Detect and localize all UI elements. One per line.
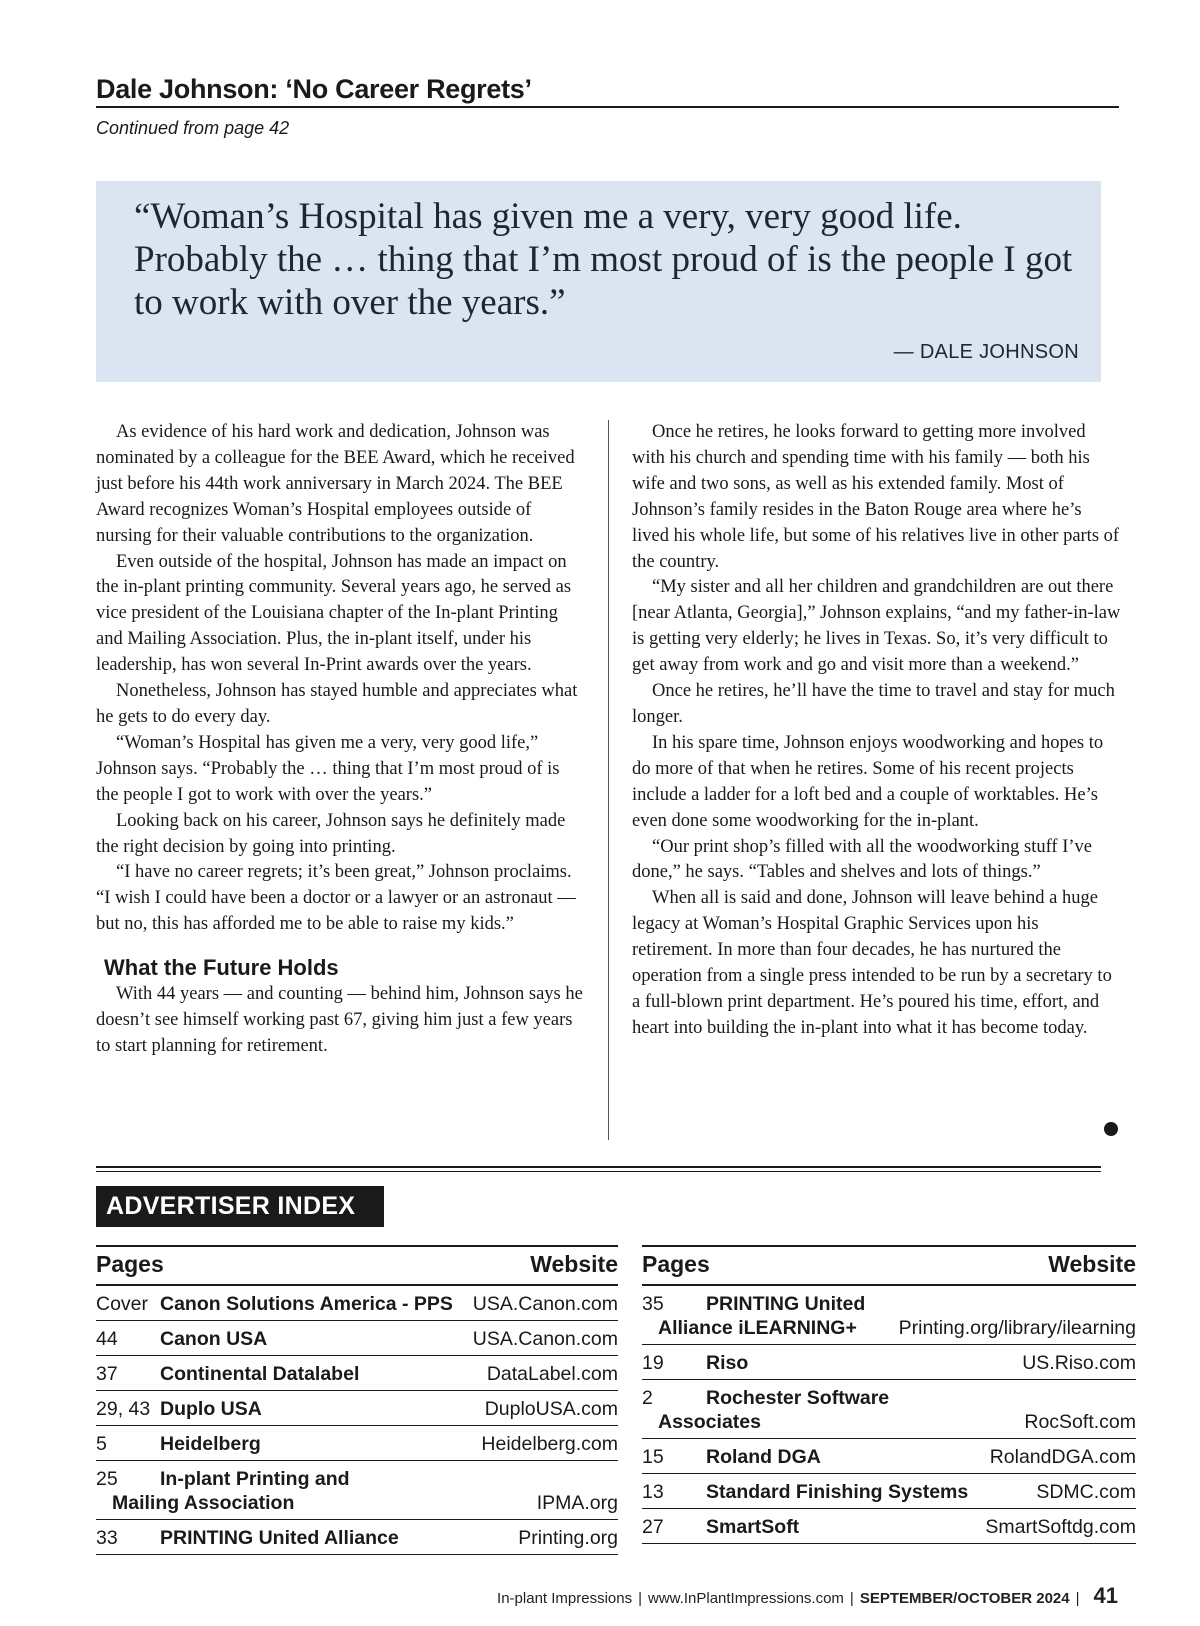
advertiser-website[interactable]: DuploUSA.com: [484, 1398, 618, 1420]
paragraph: “My sister and all her children and grandchildren are out there [near Atlanta, Georgia],” Johnson explains, “and my father-in-law is getting very elderly; he lives in Texas. So, it’s very difficult to get away from work and go and visit more than a weekend.”: [632, 577, 1121, 676]
paragraph: “Our print shop’s filled with all the woodworking stuff I’ve done,” he says. “Tables and shelves and lots of things.”: [632, 836, 1092, 883]
paragraph: As evidence of his hard work and dedication, Johnson was nominated by a colleague for the BEE Award, which he received just before his 44th work anniversary in March 2024. The BEE Award recognizes Woman’s Hospital employees outside of nursing for their valuable contributions to the organization.: [96, 422, 575, 546]
advertiser-name-line-1: Duplo USA: [160, 1398, 262, 1420]
advertiser-row: [96, 1286, 618, 1321]
website-header: Website: [1048, 1251, 1136, 1277]
advertiser-page: 13: [642, 1481, 664, 1503]
article-title: Dale Johnson: ‘No Career Regrets’: [96, 74, 532, 104]
page-number: 41: [1093, 1583, 1118, 1608]
advertiser-name-line-1: Rochester Software: [706, 1387, 890, 1409]
advertiser-name-line-1: PRINTING United Alliance: [160, 1527, 399, 1549]
advertiser-website[interactable]: DataLabel.com: [486, 1363, 618, 1385]
column-divider: [608, 420, 609, 1140]
left-paragraphs: [96, 420, 586, 938]
advertiser-table-header: [96, 1247, 618, 1286]
ad-index-rule-top: [96, 1166, 1101, 1168]
advertiser-website[interactable]: US.Riso.com: [1022, 1352, 1136, 1374]
advertiser-name-line-1: Canon USA: [160, 1328, 268, 1350]
advertiser-name-line-1: Canon Solutions America - PPS: [160, 1293, 453, 1315]
continued-note: Continued from page 42: [96, 118, 290, 138]
advertiser-page: 5: [96, 1433, 107, 1455]
advertiser-name-line-2: Alliance iLEARNING+: [658, 1317, 857, 1339]
footer-separator: |: [1075, 1590, 1080, 1607]
publication-name: In-plant Impressions: [497, 1590, 633, 1607]
advertiser-name: [160, 1328, 267, 1350]
footer-separator: |: [638, 1590, 643, 1607]
advertiser-name-line-1: Continental Datalabel: [160, 1363, 360, 1385]
paragraph: Even outside of the hospital, Johnson has made an impact on the in-plant printing community. Several years ago, he served as vice president of the Louisiana chapter of the In-plant Printing and Mailing Association. Plus, the in-plant itself, under his leadership, has won several In-Print awards over the years.: [96, 551, 572, 676]
advertiser-name: [706, 1481, 968, 1503]
advertiser-name-line-1: In-plant Printing and: [160, 1468, 350, 1490]
advertiser-row: [642, 1509, 1136, 1544]
advertiser-page: 37: [96, 1363, 118, 1385]
advertiser-row: [96, 1321, 618, 1356]
advertiser-page: 44: [96, 1328, 118, 1350]
advertiser-name: [160, 1527, 399, 1549]
advertiser-name: [706, 1446, 821, 1468]
advertiser-website[interactable]: SDMC.com: [1036, 1481, 1136, 1503]
advertiser-page: 27: [642, 1516, 664, 1538]
advertiser-name: [160, 1293, 453, 1315]
ad-index-rule-bottom: [96, 1171, 1101, 1172]
pull-quote-text: “Woman’s Hospital has given me a very, very good life. Probably the … thing that I’m most proud of is the people I got to work with over the years.”: [134, 196, 1073, 323]
advertiser-website[interactable]: RolandDGA.com: [989, 1446, 1136, 1468]
advertiser-page: Cover: [96, 1293, 149, 1315]
advertiser-row: [642, 1439, 1136, 1474]
advertiser-name-line-1: Standard Finishing Systems: [706, 1481, 969, 1503]
end-of-story-dot: [1104, 1122, 1118, 1136]
advertiser-row: [96, 1426, 618, 1461]
paragraph: With 44 years — and counting — behind him, Johnson says he doesn’t see himself working past 67, giving him just a few years to start planning for retirement.: [96, 984, 583, 1056]
advertiser-row: [642, 1286, 1136, 1345]
advertiser-name: [160, 1433, 261, 1455]
advertiser-website[interactable]: Printing.org/library/ilearning: [898, 1317, 1136, 1339]
advertiser-page: 25: [96, 1468, 118, 1490]
advertiser-page: 19: [642, 1352, 664, 1374]
title-rule: [96, 106, 1119, 108]
advertiser-name-line-1: SmartSoft: [706, 1516, 800, 1538]
pull-quote-attribution: — DALE JOHNSON: [893, 341, 1079, 363]
advertiser-page: 15: [642, 1446, 664, 1468]
subhead: What the Future Holds: [104, 955, 339, 981]
paragraph: In his spare time, Johnson enjoys woodworking and hopes to do more of that when he retires. Some of his recent projects include a ladder for a loft bed and a couple of worktables. He’s even done some woodworking for the in-plant.: [632, 732, 1104, 831]
article-column-left: [96, 420, 586, 1060]
advertiser-website[interactable]: USA.Canon.com: [472, 1328, 618, 1350]
footer-separator: |: [849, 1590, 854, 1607]
advertiser-table-header: [642, 1247, 1136, 1286]
advertiser-page: 2: [642, 1387, 653, 1409]
paragraph: When all is said and done, Johnson will leave behind a huge legacy at Woman’s Hospital Graphic Services upon his retirement. In more than four decades, he has nurtured the operation from a single press intended to be run by a secretary to a full-blown print department. He’s poured his time, effort, and heart into building the in-plant into what it has become today.: [632, 888, 1112, 1038]
advertiser-name-line-2: Associates: [658, 1411, 761, 1433]
paragraph: “Woman’s Hospital has given me a very, very good life,” Johnson says. “Probably the … thing that I’m most proud of is the people I got to work with over the years.”: [96, 732, 560, 805]
page-footer: [497, 1583, 1118, 1609]
pages-header: Pages: [642, 1251, 710, 1277]
advertiser-name: [706, 1516, 799, 1538]
advertiser-row: [96, 1520, 618, 1555]
advertiser-website[interactable]: Heidelberg.com: [481, 1433, 618, 1455]
advertiser-name: [160, 1398, 262, 1420]
advertiser-website[interactable]: RocSoft.com: [1024, 1411, 1136, 1433]
article-column-right: [632, 420, 1122, 1042]
advertiser-website[interactable]: Printing.org: [518, 1527, 618, 1549]
paragraph: Looking back on his career, Johnson says he definitely made the right decision by going into printing.: [96, 810, 566, 857]
advertiser-row: [96, 1356, 618, 1391]
website-header: Website: [530, 1251, 618, 1277]
paragraph: “I have no career regrets; it’s been great,” Johnson proclaims. “I wish I could have been a doctor or a lawyer or an astronaut — but no, this has afforded me to be able to raise my kids.”: [96, 862, 576, 935]
advertiser-name-line-2: Mailing Association: [112, 1492, 295, 1514]
issue-date: SEPTEMBER/OCTOBER 2024: [859, 1590, 1070, 1607]
advertiser-index-title: ADVERTISER INDEX: [96, 1186, 384, 1227]
advertiser-website[interactable]: IPMA.org: [536, 1492, 618, 1514]
advertiser-name: [706, 1352, 748, 1374]
footer-website: www.InPlantImpressions.com: [648, 1590, 844, 1607]
pages-header: Pages: [96, 1251, 164, 1277]
advertiser-website[interactable]: SmartSoftdg.com: [985, 1516, 1136, 1538]
advertiser-page: 35: [642, 1293, 664, 1315]
advertiser-name-line-1: Riso: [706, 1352, 749, 1374]
paragraph: Nonetheless, Johnson has stayed humble and appreciates what he gets to do every day.: [96, 681, 578, 727]
advertiser-name-line-1: Heidelberg: [160, 1433, 261, 1455]
advertiser-page: 33: [96, 1527, 118, 1549]
advertiser-row: [96, 1391, 618, 1426]
advertiser-table-right: [642, 1245, 1136, 1544]
pull-quote-box: [96, 181, 1101, 382]
advertiser-row: [642, 1380, 1136, 1439]
advertiser-name: [160, 1363, 359, 1385]
advertiser-name-line-1: Roland DGA: [706, 1446, 821, 1468]
advertiser-name-line-1: PRINTING United: [706, 1293, 866, 1315]
advertiser-page: 29, 43: [96, 1398, 151, 1420]
advertiser-row: [642, 1345, 1136, 1380]
paragraph: Once he retires, he looks forward to getting more involved with his church and spending time with his family — both his wife and two sons, as well as his extended family. Most of Johnson’s family resides in the Baton Rouge area where he’s lived his whole life, but some of his relatives live in other parts of the country.: [632, 422, 1120, 572]
left-paragraphs-after-subhead: [96, 982, 586, 1060]
advertiser-table-left: [96, 1245, 618, 1555]
advertiser-row: [96, 1461, 618, 1520]
advertiser-row: [642, 1474, 1136, 1509]
advertiser-website[interactable]: USA.Canon.com: [472, 1293, 618, 1315]
right-paragraphs: [632, 420, 1122, 1042]
paragraph: Once he retires, he’ll have the time to travel and stay for much longer.: [632, 681, 1115, 727]
